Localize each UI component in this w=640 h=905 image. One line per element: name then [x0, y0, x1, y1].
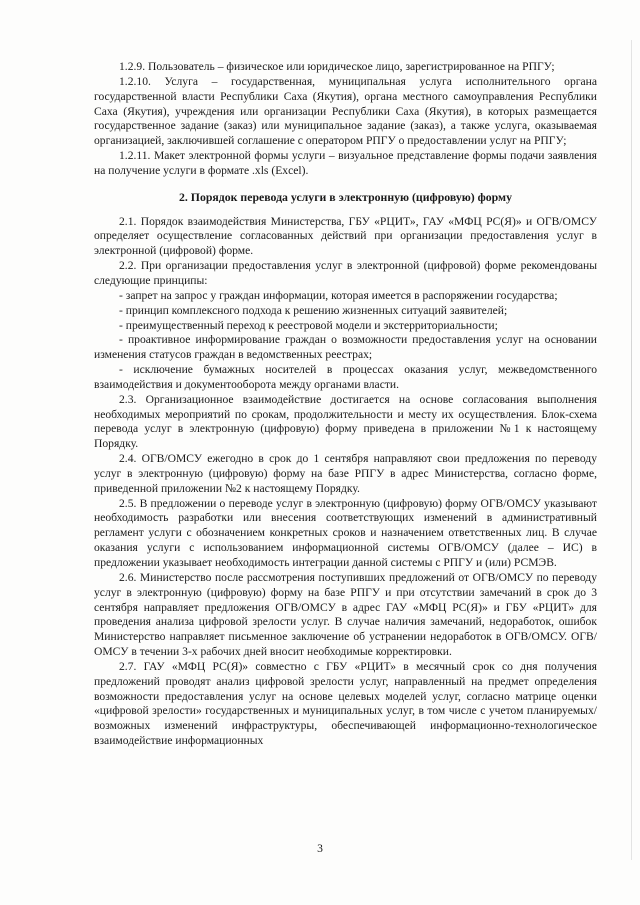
principle-item: - запрет на запрос у граждан информации, которая имеется в распоряжении государства;	[119, 288, 558, 302]
principle-item: - преимущественный переход к реестровой модели и экстерриториальности;	[119, 318, 498, 332]
paragraph-2-5: 2.5. В предложении о переводе услуг в электронную (цифровую) форму ОГВ/ОМСУ указывают необходимость разработки или внесения соответствующих изменений в административный регламент услуги с обозначением конкретных сроков и назначением ответственных лиц. В случае оказания услуги с использованием информационной системы ОГВ/ОМСУ (далее – ИС) в предложении указывает необходимость интеграции данной системы с РПГУ и (или) РСМЭВ.	[94, 496, 597, 569]
paragraph-1-2-9: 1.2.9. Пользователь – физическое или юридическое лицо, зарегистрированное на РПГУ;	[119, 60, 555, 73]
page-number: 3	[317, 842, 323, 855]
paragraph-2-2: 2.2. При организации предоставления услуг в электронной (цифровой) форме рекомендованы следующие принципы:	[94, 259, 597, 287]
document-body	[94, 60, 597, 749]
paragraph-2-4: 2.4. ОГВ/ОМСУ ежегодно в срок до 1 сентября направляют свои предложения по переводу услуг в электронную (цифровую) форму на базе РПГУ в адрес Министерства, согласно форме, приведенной приложении №2 к настоящему Порядку.	[94, 452, 597, 495]
principle-item: - исключение бумажных носителей в процессах оказания услуг, межведомственного взаимодействия и документооборота между органами власти.	[94, 363, 597, 391]
paragraph-2-3: 2.3. Организационное взаимодействие достигается на основе согласования выполнения необходимых мероприятий по срокам, продолжительности и месту их осуществления. Блок-схема перевода услуг в электронную (цифровую) форму приведена в приложении №1 к настоящему Порядку.	[94, 392, 597, 451]
paragraph-2-1: 2.1. Порядок взаимодействия Министерства, ГБУ «РЦИТ», ГАУ «МФЦ РС(Я)» и ОГВ/ОМСУ определяет осуществление согласованных действий при организации предоставления услуг в электронной (цифровой) форме.	[94, 214, 597, 258]
principle-item: - принцип комплексного подхода к решению жизненных ситуаций заявителей;	[119, 303, 508, 317]
section-heading: 2. Порядок перевода услуги в электронную (цифровую) форму	[178, 189, 512, 204]
scan-edge-line	[631, 40, 632, 860]
paragraph-1-2-10: 1.2.10. Услуга – государственная, муниципальная услуга исполнительного органа государственной власти Республики Саха (Якутия), органа местного самоуправления Республики Саха (Якутия), учреждения или организации Республики Саха (Якутия), в которых размещается государственное задание (заказ) или муниципальное задание (заказ), а также услуга, оказываемая организацией, заключившей соглашение с оператором РПГУ о предоставлении услуг на РПГУ;	[94, 74, 597, 148]
paragraph-2-7: 2.7. ГАУ «МФЦ РС(Я)» совместно с ГБУ «РЦИТ» в месячный срок со дня получения предложений проводят анализ цифровой зрелости услуг, направленный на предмет определения возможности предоставления услуг на основе целевых моделей услуг, согласно матрице оценки «цифровой зрелости» государственных и муниципальных услуг, в том числе с учетом планируемых/возможных изменений инфраструктуры, обеспечивающей информационно-технологическое взаимодействие информационных	[94, 659, 597, 748]
paragraph-2-6: 2.6. Министерство после рассмотрения поступивших предложений от ОГВ/ОМСУ по переводу услуг в электронную (цифровую) форму на базе РПГУ и при отсутствии замечаний в срок до 3 сентября направляет предложения ОГВ/ОМСУ в адрес ГАУ «МФЦ РС(Я)» и ГБУ «РЦИТ» для проведения анализа цифровой зрелости услуг. В случае наличия замечаний, недоработок, ошибок Министерство направляет письменное заключение об устранении недоработок в ОГВ/ОМСУ. ОГВ/ОМСУ в течении 3-х рабочих дней вносит необходимые корректировки.	[94, 570, 597, 659]
paragraph-1-2-11: 1.2.11. Макет электронной формы услуги – визуальное представление формы подачи заявления на получение услуги в формате .xls (Excel).	[94, 149, 597, 177]
principle-item: - проактивное информирование граждан о возможности предоставления услуг на основании изменения статусов граждан в ведомственных реестрах;	[94, 333, 597, 362]
